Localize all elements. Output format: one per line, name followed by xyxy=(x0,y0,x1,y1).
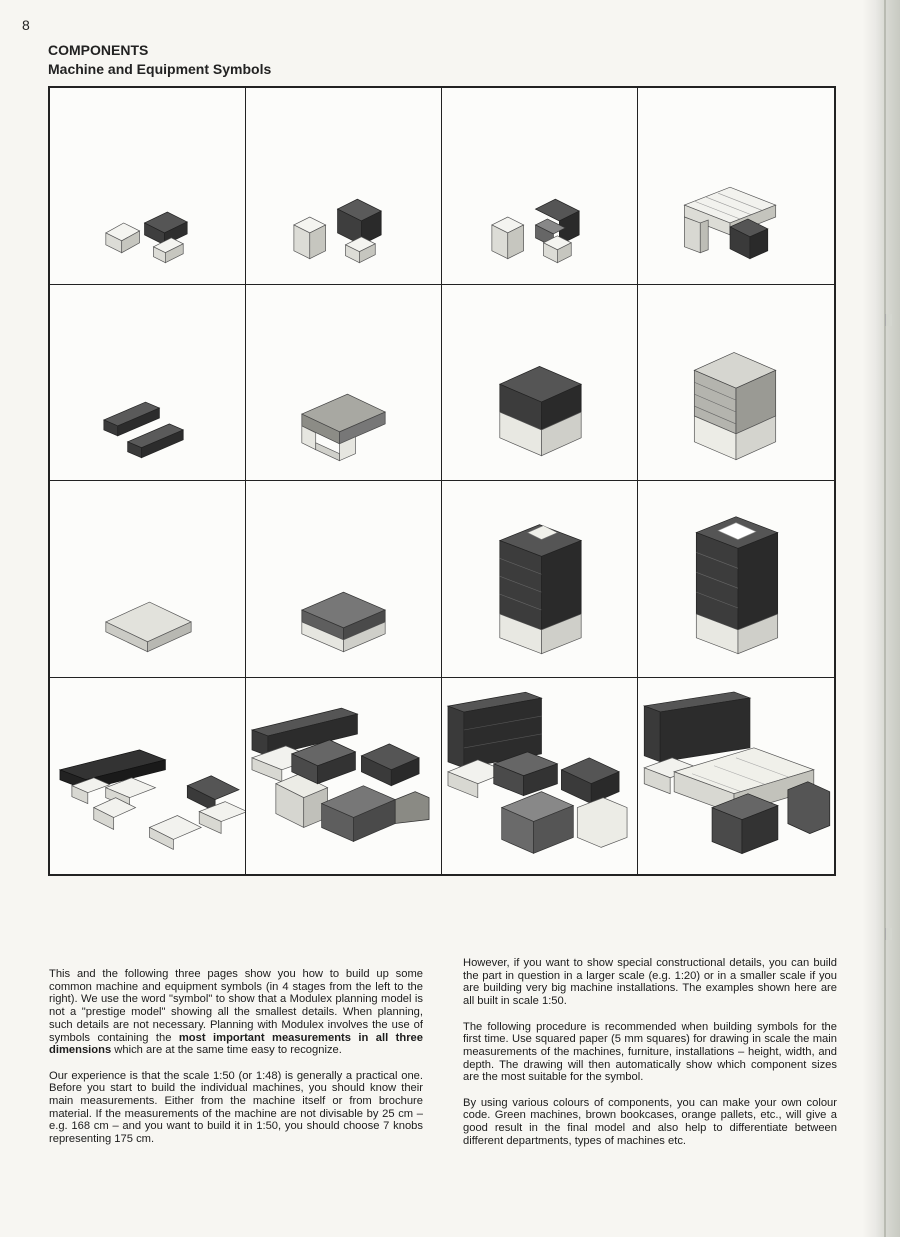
brick-illustration xyxy=(50,285,245,481)
grid-cell-dark-bars xyxy=(50,285,246,482)
brick-illustration xyxy=(50,678,245,875)
brick-illustration xyxy=(638,88,834,284)
page-edge-tab xyxy=(885,314,892,326)
brick-illustration xyxy=(246,481,441,677)
paragraph: The following procedure is recommended when building symbols for the first time. Use squared paper (5 mm squares) for drawing in scale the main measurements of the machines, furniture, installations – height, width, and depth. The drawing will then automatically show which component sizes are the most suitable for the symbol. xyxy=(463,1020,837,1084)
brick-illustration xyxy=(442,481,637,677)
grid-cell-machine-group-3 xyxy=(442,678,638,875)
paragraph-bold-text: most important measurements in all three dimensions xyxy=(49,1031,423,1057)
page-edge-shadow xyxy=(862,0,900,1237)
paragraph: By using various colours of components, you can make your own colour code. Green machines, brown bookcases, orange pallets, etc., will give a good result in the final model and also help to differentiate between different departments, types of machines etc. xyxy=(463,1096,837,1147)
brick-illustration xyxy=(638,285,834,481)
heading-title: COMPONENTS xyxy=(48,42,149,58)
grid-cell-dark-block-on-base xyxy=(442,285,638,482)
grid-cell-grey-plate xyxy=(246,481,442,678)
paragraph xyxy=(49,968,423,1057)
brick-illustration xyxy=(50,481,245,677)
grid-cell-two-flat-bricks xyxy=(50,88,246,285)
brick-illustration xyxy=(638,678,834,875)
section-heading xyxy=(48,41,271,79)
grid-cell-l-shaped-stack xyxy=(442,88,638,285)
heading-subtitle: Machine and Equipment Symbols xyxy=(48,61,272,77)
brick-illustration xyxy=(442,88,637,284)
grid-cell-light-plate xyxy=(50,481,246,678)
grid-cell-loose-components xyxy=(50,678,246,875)
paragraph: However, if you want to show special constructional details, you can build the part in question in a larger scale (e.g. 1:20) or in a smaller scale if you are building very big machine installations. The examples shown here are all built in scale 1:50. xyxy=(463,957,837,1008)
brick-illustration xyxy=(50,88,245,284)
brick-illustration xyxy=(246,678,441,875)
grid-cell-tall-dark-tower xyxy=(442,481,638,678)
grid-cell-grey-cabinet xyxy=(638,285,834,482)
paragraph: Our experience is that the scale 1:50 (or 1:48) is generally a practical one. Before you start to build the individual machines, you should know their main measurements. Either from the machine itself or from brochure material. If the measurements of the machine are not divisable by 25 cm – e.g. 168 cm – and you want to build it in 1:50, you should choose 7 knobs representing 175 cm. xyxy=(49,1069,423,1146)
page-number: 8 xyxy=(22,17,30,33)
brick-illustration xyxy=(442,678,637,875)
brick-illustration xyxy=(638,481,834,677)
paragraph-text: This and the following three pages show you how to build up some common machine and equipment symbols (in 4 stages from the left to the right). We use the word "symbol" to show that a Modulex planning model is not a "prestige model" showing all the smallest details. When planning, such details are not necessary. Planning with Modulex involves the use of symbols containing the xyxy=(49,968,423,1044)
grid-cell-machine-group-2 xyxy=(246,678,442,875)
grid-cell-stacked-bricks xyxy=(246,88,442,285)
symbol-grid xyxy=(48,86,836,876)
grid-cell-light-platform xyxy=(246,285,442,482)
paragraph-text: which are at the same time easy to recognize. xyxy=(111,1044,342,1057)
body-text-right-column xyxy=(463,957,837,1160)
grid-cell-machine-group-4 xyxy=(638,678,834,875)
grid-cell-tall-tower-window xyxy=(638,481,834,678)
brick-illustration xyxy=(246,285,441,481)
page-edge-tab xyxy=(885,928,892,940)
page-edge-line xyxy=(884,0,886,1237)
grid-cell-bridge-machine xyxy=(638,88,834,285)
body-text-left-column xyxy=(49,968,423,1159)
brick-illustration xyxy=(246,88,441,284)
brick-illustration xyxy=(442,285,637,481)
